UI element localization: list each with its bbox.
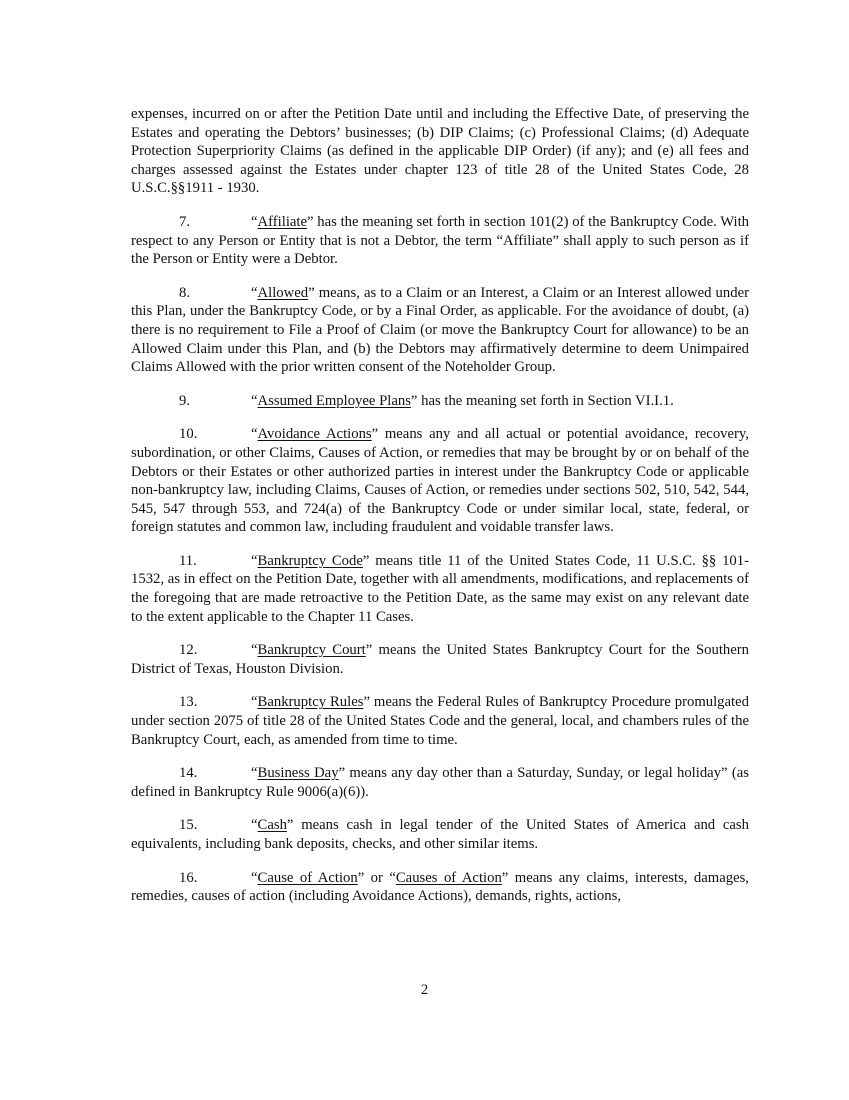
definition-number: 14. (179, 765, 198, 782)
definition-number: 8. (179, 284, 191, 301)
close-quote: ” (286, 817, 294, 834)
document-page (131, 105, 749, 921)
close-quote: ” (410, 392, 418, 409)
defined-term: Business Day (257, 765, 339, 782)
open-quote: “ (251, 284, 258, 301)
close-quote: ” (371, 426, 379, 443)
definition-text: means any day other than a Saturday, Sunday, or legal holiday” (as defined in Bankruptcy Rule 9006(a)(6)). (131, 765, 750, 800)
open-quote: “ (251, 213, 258, 230)
definition-number: 7. (179, 213, 191, 230)
defined-term: Cause of Action (257, 869, 358, 886)
defined-term-alternate: Causes of Action (395, 869, 502, 886)
defined-term: Bankruptcy Rules (257, 694, 364, 711)
close-quote: ” (501, 869, 509, 886)
open-quote: “ (251, 817, 258, 834)
definition-bankruptcy-code (131, 552, 749, 626)
defined-term: Bankruptcy Court (257, 642, 366, 659)
definition-bankruptcy-rules (131, 693, 749, 749)
definition-avoidance-actions (131, 425, 749, 537)
definition-assumed-employee-plans (131, 392, 749, 411)
quote-separator: ” or “ (357, 869, 396, 886)
definition-text: means any and all actual or potential avoidance, recovery, subordination, or other Claims, Causes of Action, or remedies that may be brought by or on behalf of the Debtors or their Estates or other authorized parties in interest under the Bankruptcy Code or applicable non-bankruptcy law, including Claims, Causes of Action, or remedies under sections 502, 510, 542, 544, 545, 547 through 553, and 724(a) of the Bankruptcy Code or under similar local, state, federal, or foreign statutes and common law, including fraudulent and voidable transfer laws. (131, 426, 749, 536)
defined-term: Avoidance Actions (257, 426, 372, 443)
open-quote: “ (251, 552, 258, 569)
close-quote: ” (365, 642, 373, 659)
definition-text: means, as to a Claim or an Interest, a Claim or an Interest allowed under this Plan, under the Bankruptcy Code, or by a Final Order, as applicable. For the avoidance of doubt, (a) there is no requirement to File a Proof of Claim (or move the Bankruptcy Court for allowance) to be an Allowed Claim under this Plan, and (b) the Debtors may affirmatively determine to deem Unimpaired Claims Allowed with the prior written consent of the Noteholder Group. (131, 284, 749, 376)
page-number: 2 (420, 982, 429, 998)
definition-text: means title 11 of the United States Code, 11 U.S.C. §§ 101-1532, as in effect on the Petition Date, together with all amendments, modifications, and replacements of the foregoing that are made retroactive to the Petition Date, as the same may exist on any relevant date to the extent applicable to the Chapter 11 Cases. (131, 552, 750, 625)
close-quote: ” (362, 552, 370, 569)
defined-term: Allowed (257, 284, 309, 301)
definition-text: means any claims, interests, damages, remedies, causes of action (including Avoidance Actions), demands, rights, actions, (131, 869, 749, 905)
definition-number: 13. (179, 694, 198, 711)
definition-cash (131, 816, 749, 853)
definition-allowed (131, 284, 749, 377)
open-quote: “ (251, 869, 258, 886)
close-quote: ” (363, 694, 370, 711)
close-quote: ” (338, 765, 346, 782)
definition-text: means the United States Bankruptcy Court for the Southern District of Texas, Houston Division. (131, 642, 749, 677)
open-quote: “ (251, 765, 258, 782)
close-quote: ” (308, 284, 315, 301)
definition-number: 16. (179, 869, 198, 886)
open-quote: “ (251, 426, 258, 443)
definition-number: 11. (179, 552, 197, 569)
definition-cause-of-action (131, 869, 749, 906)
defined-term: Affiliate (257, 213, 308, 230)
open-quote: “ (251, 694, 258, 711)
defined-term: Cash (257, 817, 287, 834)
definition-text: has the meaning set forth in Section VI.I.1. (417, 392, 674, 409)
definition-affiliate (131, 213, 749, 269)
definition-text: means cash in legal tender of the United States of America and cash equivalents, including bank deposits, checks, and other similar items. (131, 817, 749, 852)
definition-bankruptcy-court (131, 641, 749, 678)
open-quote: “ (251, 642, 258, 659)
definition-text: means the Federal Rules of Bankruptcy Procedure promulgated under section 2075 of title 28 of the United States Code and the general, local, and chambers rules of the Bankruptcy Court, each, as amended from time to time. (131, 694, 749, 748)
definition-number: 12. (179, 642, 198, 659)
definition-number: 15. (179, 817, 198, 834)
definition-number: 10. (179, 426, 198, 443)
defined-term: Bankruptcy Code (257, 552, 363, 569)
continuation-paragraph: expenses, incurred on or after the Petition Date until and including the Effective Date, of preserving the Estates and operating the Debtors’ businesses; (b) DIP Claims; (c) Professional Claims; (d) Adequate Protection Superpriority Claims (as defined in the applicable DIP Order) (if any); and (e) all fees and charges assessed against the Estates under chapter 123 of title 28 of the United States Code, 28 U.S.C.§§1911 - 1930. (131, 106, 749, 197)
definition-number: 9. (179, 392, 191, 409)
defined-term: Assumed Employee Plans (257, 392, 411, 409)
definition-text: has the meaning set forth in section 101(2) of the Bankruptcy Code. With respect to any Person or Entity that is not a Debtor, the term “Affiliate” shall apply to such person as if the Person or Entity were a Debtor. (131, 213, 749, 268)
definition-business-day (131, 764, 749, 801)
open-quote: “ (251, 392, 258, 409)
close-quote: ” (307, 213, 314, 230)
